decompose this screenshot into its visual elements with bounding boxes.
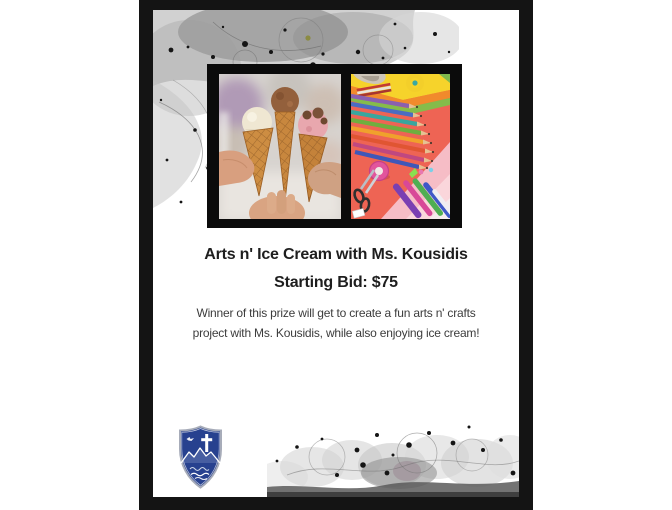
starting-bid: Starting Bid: $75: [274, 274, 398, 291]
flyer-title: Arts n' Ice Cream with Ms. Kousidis: [204, 246, 468, 263]
ice-cream-photo: [219, 74, 341, 219]
art-supplies-photo: [351, 74, 450, 219]
flyer-paper: [153, 10, 519, 497]
ink-wash-bottom-decoration: [267, 415, 519, 497]
description-line-1: Winner of this prize will get to create a fun arts n' crafts: [196, 306, 476, 320]
description-line-2: project with Ms. Kousidis, while also enjoying ice cream!: [192, 326, 480, 340]
photo-collage: [207, 64, 462, 228]
school-crest-logo: [177, 425, 224, 489]
flyer-frame: [139, 0, 533, 510]
flyer-description: [153, 303, 519, 343]
